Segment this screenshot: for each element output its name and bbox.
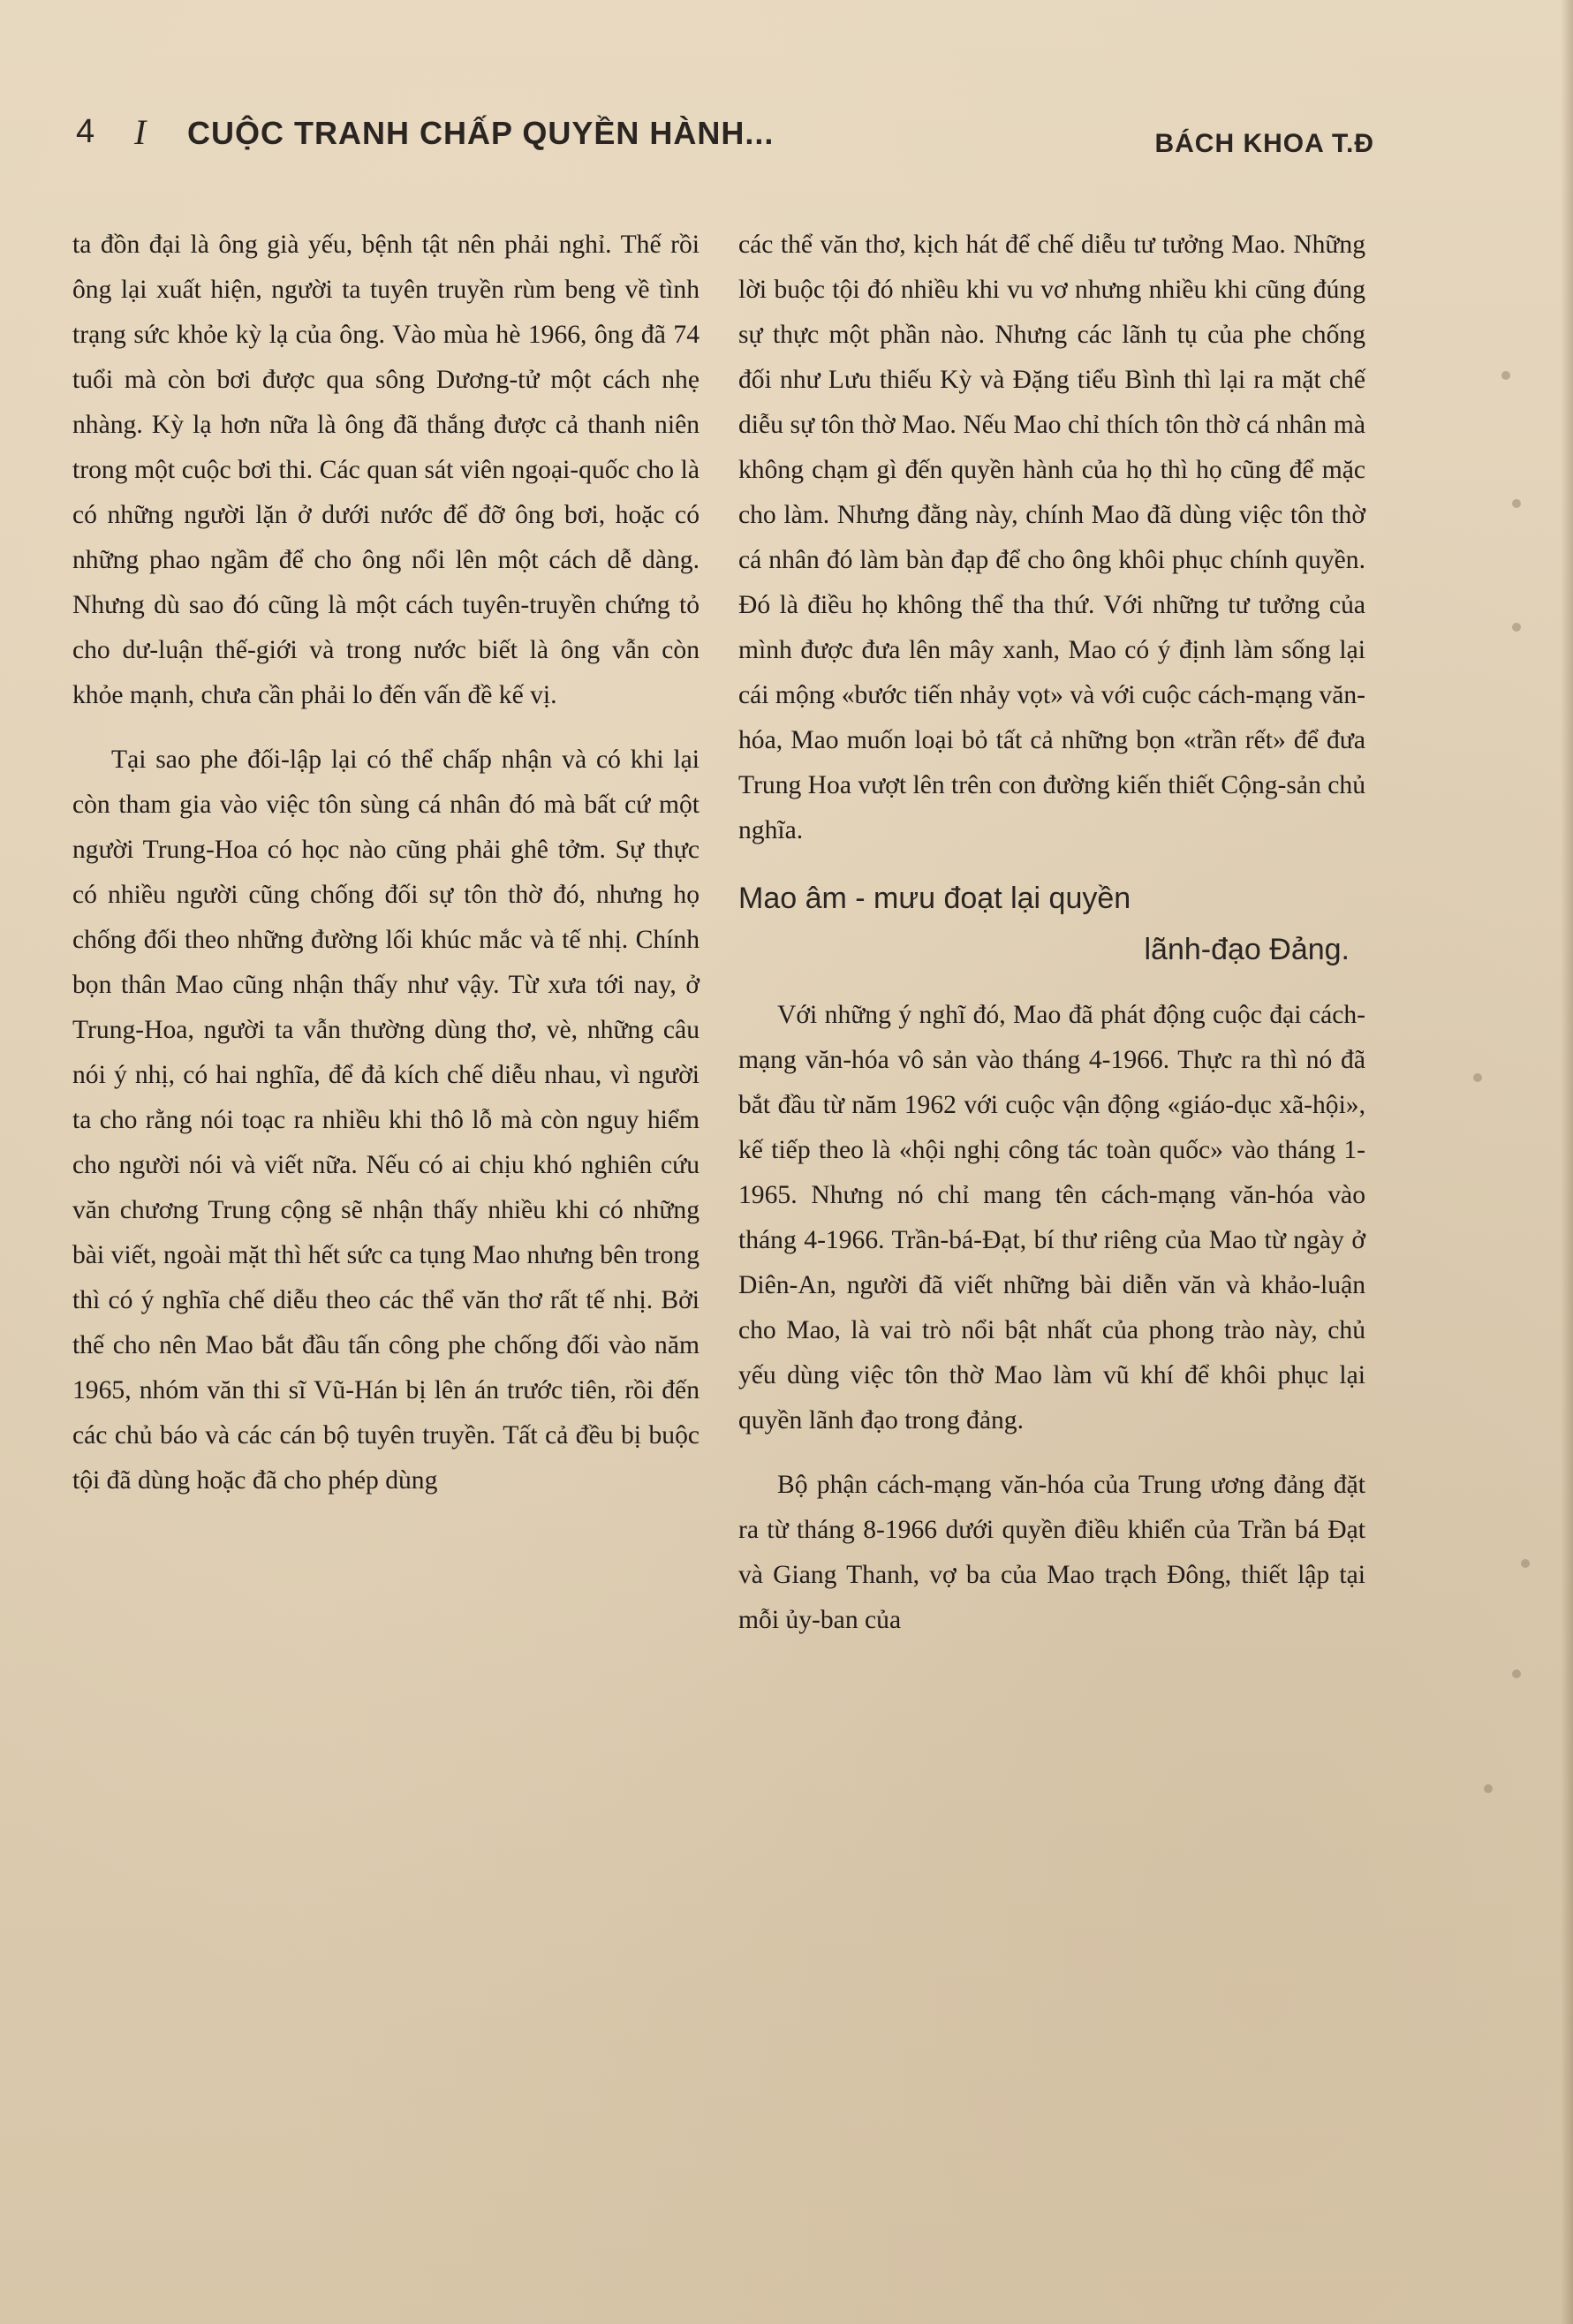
left-paragraph-1: ta đồn đại là ông già yếu, bệnh tật nên phải nghỉ. Thế rồi ông lại xuất hiện, người ta tuyên truyền rùm beng về tình trạng sức khỏe kỳ lạ của ông. Vào mùa hè 1966, ông đã 74 tuổi mà còn bơi được qua sông Dương-tử một cách nhẹ nhàng. Kỳ lạ hơn nữa là ông đã thắng được cả thanh niên trong một cuộc bơi thi. Các quan sát viên ngoại-quốc cho là có những người lặn ở dưới nước để đỡ ông bơi, hoặc có những phao ngầm để cho ông nổi lên một cách dễ dàng. Nhưng dù sao đó cũng là một cách tuyên-truyền chứng tỏ cho dư-luận thế-giới và trong nước biết là ông vẫn còn khỏe mạnh, chưa cần phải lo đến vấn đề kế vị. xyxy=(72,231,700,709)
binding-hole xyxy=(1512,1669,1521,1678)
binding-hole xyxy=(1501,371,1510,380)
right-column xyxy=(738,223,1365,1643)
running-title: CUỘC TRANH CHẤP QUYỀN HÀNH... xyxy=(187,115,775,151)
page-number: 4 xyxy=(76,113,95,150)
page-header xyxy=(76,113,1374,166)
binding-hole xyxy=(1473,1073,1482,1082)
right-paragraph-3: Bộ phận cách-mạng văn-hóa của Trung ương đảng đặt ra từ tháng 8-1966 dưới quyền điều khiển của Trần bá Đạt và Giang Thanh, vợ ba của Mao trạch Đông, thiết lập tại mỗi ủy-ban của xyxy=(738,1471,1365,1634)
right-paragraph-1: các thể văn thơ, kịch hát để chế diễu tư tưởng Mao. Những lời buộc tội đó nhiều khi vu vơ nhưng nhiều khi cũng đúng sự thực một phần nào. Nhưng các lãnh tụ của phe chống đối như Lưu thiếu Kỳ và Đặng tiểu Bình thì lại ra mặt chế diễu sự tôn thờ Mao. Nếu Mao chỉ thích tôn thờ cá nhân mà không chạm gì đến quyền hành của họ thì họ cũng để mặc cho làm. Nhưng đằng này, chính Mao đã dùng việc tôn thờ cá nhân đó làm bàn đạp để cho ông khôi phục chính quyền. Đó là điều họ không thể tha thứ. Với những tư tưởng của mình được đưa lên mây xanh, Mao có ý định làm sống lại cái mộng «bước tiến nhảy vọt» và với cuộc cách-mạng văn-hóa, Mao muốn loại bỏ tất cả những bọn «trần rết» để đưa Trung Hoa vượt lên trên con đường kiến thiết Cộng-sản chủ nghĩa. xyxy=(738,231,1365,844)
binding-hole xyxy=(1512,623,1521,632)
left-paragraph-2: Tại sao phe đối-lập lại có thể chấp nhận và có khi lại còn tham gia vào việc tôn sùng cá nhân đó mà bất cứ một người Trung-Hoa có học nào cũng phải ghê tởm. Sự thực có nhiều người cũng chống đối sự tôn thờ đó, nhưng họ chống đối theo những đường lối khúc mắc và tế nhị. Chính bọn thân Mao cũng nhận thấy như vậy. Từ xưa tới nay, ở Trung-Hoa, người ta vẫn thường dùng thơ, vè, những câu nói ý nhị, có hai nghĩa, để đả kích chế diễu nhau, vì người ta cho rằng nói toạc ra nhiều khi thô lỗ mà còn nguy hiểm cho người nói và viết nữa. Nếu có ai chịu khó nghiên cứu văn chương Trung cộng sẽ nhận thấy nhiều khi có những bài viết, ngoài mặt thì hết sức ca tụng Mao nhưng bên trong thì có ý nghĩa chế diễu theo các thể văn thơ rất tế nhị. Bởi thế cho nên Mao bắt đầu tấn công phe chống đối vào năm 1965, nhóm văn thi sĩ Vũ-Hán bị lên án trước tiên, rồi đến các chủ báo và các cán bộ tuyên truyền. Tất cả đều bị buộc tội đã dùng hoặc đã cho phép dùng xyxy=(72,746,700,1495)
header-separator: I xyxy=(134,112,147,152)
binding-hole xyxy=(1512,499,1521,508)
magazine-name: BÁCH KHOA T.Đ xyxy=(1154,129,1374,158)
right-paragraph-2: Với những ý nghĩ đó, Mao đã phát động cuộc đại cách-mạng văn-hóa vô sản vào tháng 4-1966. Thực ra thì nó đã bắt đầu từ năm 1962 với cuộc vận động «giáo-dục xã-hội», kế tiếp theo là «hội nghị công tác toàn quốc» vào tháng 1-1965. Nhưng nó chỉ mang tên cách-mạng văn-hóa vào tháng 4-1966. Trần-bá-Đạt, bí thư riêng của Mao từ ngày ở Diên-An, người đã viết những bài diễn văn và khảo-luận cho Mao, là vai trò nổi bật nhất của phong trào này, chủ yếu dùng việc tôn thờ Mao làm vũ khí để khôi phục lại quyền lãnh đạo trong đảng. xyxy=(738,1001,1365,1435)
subheading-line-1: Mao âm - mưu đoạt lại quyền xyxy=(738,882,1131,915)
subheading-line-2: lãnh-đạo Đảng. xyxy=(1144,933,1350,966)
binding-hole xyxy=(1521,1559,1530,1568)
left-column xyxy=(72,223,700,1503)
binding-hole xyxy=(1484,1784,1493,1793)
section-subheading xyxy=(738,873,1365,975)
page-edge-shadow xyxy=(1561,0,1573,2324)
